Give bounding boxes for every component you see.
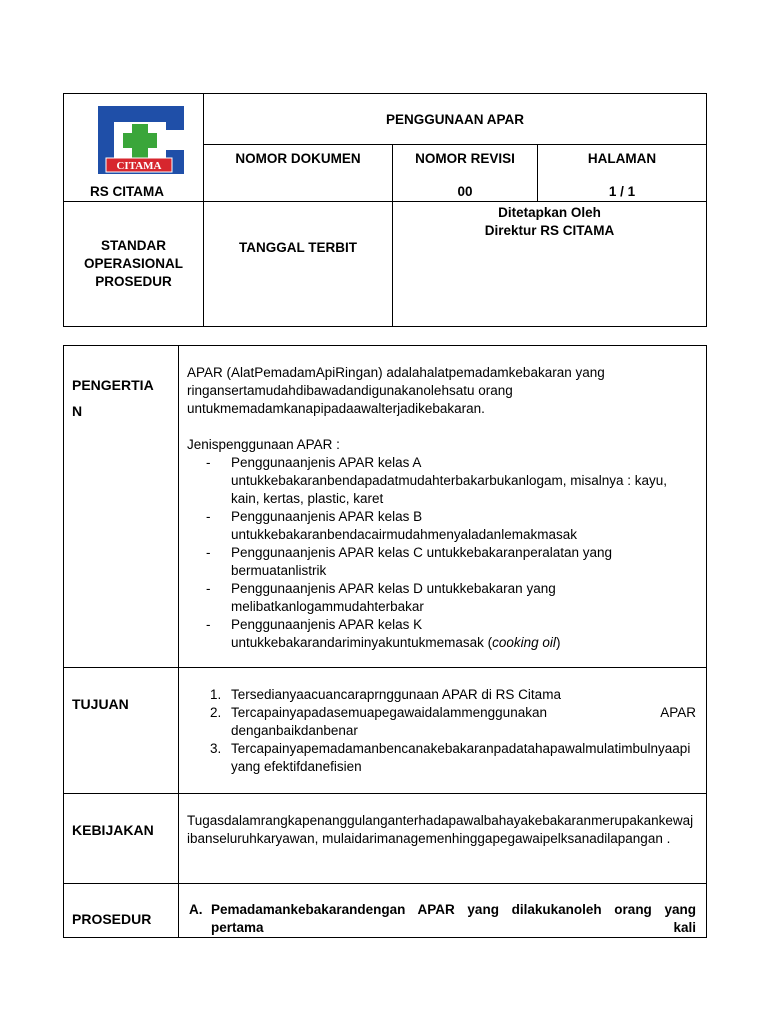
- page-label: HALAMAN: [587, 151, 657, 166]
- kebijakan-text: Tugasdalamrangkapenanggulanganterhadapawalbahayakebakaranmerupakankewajibanseluruhkaryawan, mulaidarimanagemenhinggapegawaipelksanadilapangan .: [179, 794, 707, 884]
- hospital-logo: [92, 100, 188, 176]
- revision-label: NOMOR REVISI: [415, 151, 515, 166]
- doc-number-label: NOMOR DOKUMEN: [204, 145, 393, 202]
- sop-line-3: PROSEDUR: [95, 274, 172, 289]
- prosedur-label: PROSEDUR: [64, 884, 179, 938]
- svg-text:CITAMA: CITAMA: [116, 160, 162, 172]
- logo-cell: [64, 94, 204, 202]
- revision-cell: [393, 145, 538, 202]
- prosedur-content: [179, 884, 707, 938]
- types-intro: Jenispenggunaan APAR :: [187, 437, 340, 452]
- pengertian-paragraph: APAR (AlatPemadamApiRingan) adalahalatpemadamkebakaran yang ringansertamudahdibawadandigunakanolehsatu orang untukmemadamkanapipadaawalterjadikebakaran.: [187, 365, 605, 416]
- list-item: [187, 616, 676, 652]
- header-table: [63, 93, 707, 327]
- pengertian-label-line2: N: [72, 403, 83, 419]
- list-item-suffix: ): [555, 635, 561, 650]
- list-item: - Penggunaanjenis APAR kelas D untukkebakaran yang melibatkanlogammudahterbakar: [187, 580, 676, 616]
- list-item: - Penggunaanjenis APAR kelas C untukkebakaranperalatan yang bermuatanlistrik: [187, 544, 676, 580]
- sop-cell: [64, 202, 204, 327]
- list-item-italic: cooking oil: [492, 635, 556, 650]
- list-item-text: Tersedianyaacuancaraprnggunaan APAR di RS Citama: [231, 687, 561, 702]
- tujuan-content: [179, 668, 707, 794]
- list-item: [187, 686, 696, 704]
- revision-value: 00: [457, 184, 473, 199]
- sop-line-2: OPERASIONAL: [83, 256, 183, 271]
- kebijakan-label: KEBIJAKAN: [64, 794, 179, 884]
- list-number: 2.: [210, 705, 222, 720]
- content-table: [63, 345, 707, 938]
- approved-by-director: Direktur RS CITAMA: [484, 223, 615, 238]
- page-value: 1 / 1: [608, 184, 636, 199]
- prosedur-item: [189, 901, 696, 937]
- tujuan-label: TUJUAN: [64, 668, 179, 794]
- apar-types-list: [187, 454, 696, 652]
- list-item-text: Penggunaanjenis APAR kelas K untukkebakarandariminyakuntukmemasak (: [231, 617, 493, 650]
- list-item: - Penggunaanjenis APAR kelas B untukkebakaranbendacairmudahmenyaladanlemakmasak: [187, 508, 676, 544]
- list-item-text: Tercapainyapemadamanbencanakebakaranpadatahapawalmulatimbulnyaapi yang efektifdanefisien: [231, 741, 691, 774]
- page-cell: [538, 145, 707, 202]
- approval-cell: [393, 202, 707, 327]
- sop-line-1: STANDAR: [101, 238, 166, 253]
- tujuan-list: [187, 686, 696, 776]
- hospital-name: RS CITAMA: [90, 184, 164, 199]
- document-title: PENGGUNAAN APAR: [204, 94, 707, 145]
- pengertian-label-line1: PENGERTIA: [72, 377, 154, 393]
- pengertian-content: [179, 346, 707, 668]
- approved-by-label: Ditetapkan Oleh: [498, 205, 601, 220]
- list-item-text: Tercapainyapadasemuapegawaidalammenggunakan APAR denganbaikdanbenar: [231, 705, 696, 738]
- list-item: - Penggunaanjenis APAR kelas A untukkebakaranbendapadatmudahterbakarbukanlogam, misalnya : kayu, kain, kertas, plastic, karet: [187, 454, 676, 508]
- list-item: [187, 704, 696, 740]
- prosedur-item-text: Pemadamankebakarandengan APAR yang dilakukanoleh orang yang pertama kali: [211, 902, 696, 935]
- citama-logo-icon: [92, 100, 188, 176]
- list-number: 1.: [210, 687, 222, 702]
- pengertian-label: [64, 346, 179, 668]
- list-item: [187, 740, 696, 776]
- list-number: 3.: [210, 741, 222, 756]
- issue-date-label: TANGGAL TERBIT: [204, 202, 393, 327]
- prosedur-item-letter: A.: [189, 902, 203, 917]
